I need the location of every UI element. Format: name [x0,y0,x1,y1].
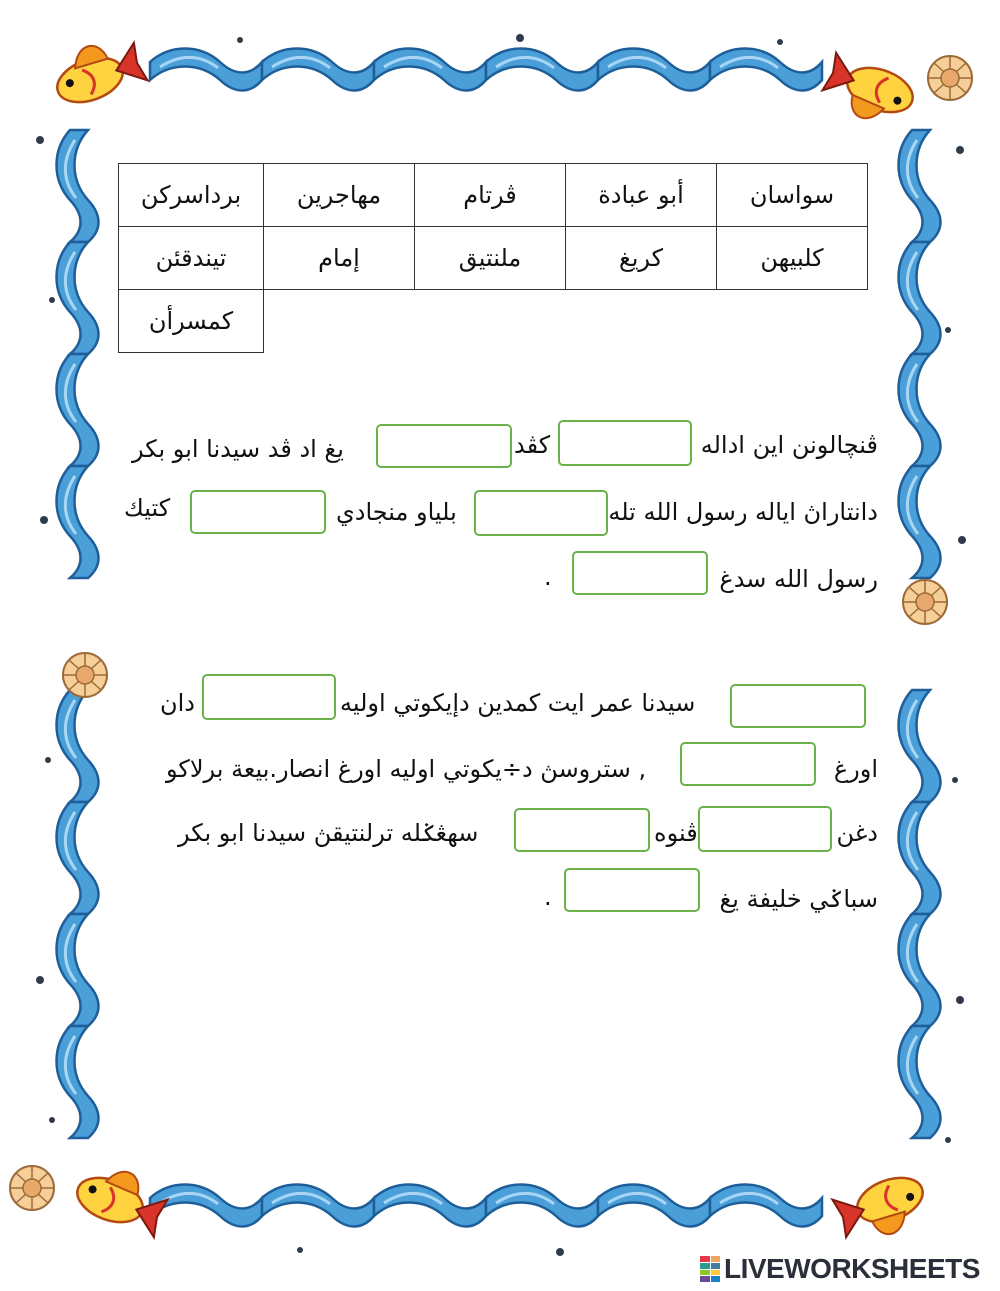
word-cell: برداسركن [119,164,264,227]
word-cell: ملنتيق [415,227,566,290]
empty-cell [566,290,717,353]
p1-text-2c: كتيك [124,494,171,522]
p2-period: . [544,883,552,911]
word-cell: كلبيهن [717,227,868,290]
p1-text-1b: كڤد [514,431,551,459]
p1-text-1a: ڤنچالونن اين اداله [700,431,878,459]
word-cell: إمام [264,227,415,290]
empty-cell [415,290,566,353]
answer-blank-4[interactable] [190,490,326,534]
answer-blank-10[interactable] [514,808,650,852]
answer-blank-9[interactable] [698,806,832,852]
empty-cell [264,290,415,353]
logo-text: LIVEWORKSHEETS [724,1253,980,1284]
word-cell: كريغ [566,227,717,290]
p1-period: . [544,563,552,591]
word-cell: كمسرأن [119,290,264,353]
p2-text-1a: سيدنا عمر ايت كمدين دإيكوتي اوليه [340,689,696,717]
p1-text-2b: بلياو منجادي [336,498,457,526]
answer-blank-3[interactable] [474,490,608,536]
word-cell: مهاجرين [264,164,415,227]
table-row [119,290,868,353]
answer-blank-11[interactable] [564,868,700,912]
table-row [119,227,868,290]
word-cell: ڤرتام [415,164,566,227]
p2-text-1b: دان [160,689,195,717]
p2-text-2a: اورغ [833,755,878,783]
p1-text-1c: يغ اد ڤد سيدنا ابو بكر [132,435,344,463]
liveworksheets-logo[interactable] [700,1253,980,1285]
p2-text-3b: ڤنوه [654,819,698,847]
p2-text-4a: سباݢي خليفة يغ [719,885,878,913]
word-cell: أبو عبادة [566,164,717,227]
empty-cell [717,290,868,353]
answer-blank-6[interactable] [730,684,866,728]
answer-blank-1[interactable] [558,420,692,466]
p2-text-2b: , ستروسڽ د÷يكوتي اوليه اورغ انصار.بيعة برلاكو [166,755,647,783]
answer-blank-7[interactable] [202,674,336,720]
p1-text-2a: دانتاراڽ اياله رسول الله تله [608,498,878,526]
p1-text-3a: رسول الله سدغ [719,565,878,593]
p2-text-3c: سهڠݢله ترلنتيقڽ سيدنا ابو بكر [178,819,479,847]
p2-text-3a: دغن [836,819,878,847]
table-row [119,164,868,227]
answer-blank-2[interactable] [376,424,512,468]
word-cell: تيندقئن [119,227,264,290]
word-cell: سواسان [717,164,868,227]
word-bank-table [118,163,868,353]
answer-blank-5[interactable] [572,551,708,595]
answer-blank-8[interactable] [680,742,816,786]
logo-mark-icon [700,1256,720,1282]
